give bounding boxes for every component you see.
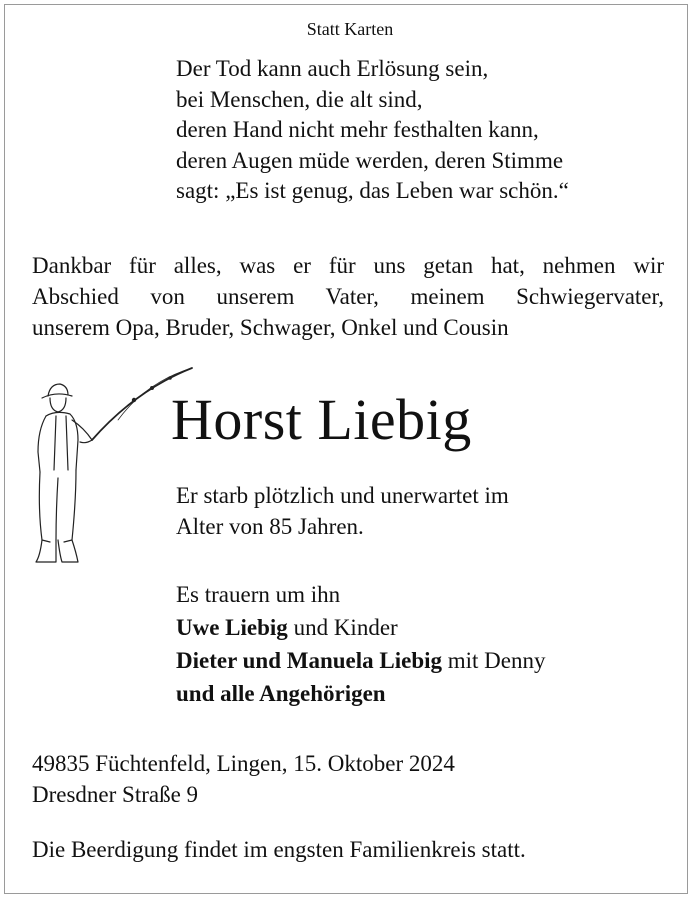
mourner-rest: und Kinder — [287, 615, 398, 640]
intro-line: Dankbar für alles, was er für uns getan hat, nehmen wir — [32, 253, 664, 278]
poem-line: bei Menschen, die alt sind, — [176, 86, 423, 112]
place-and-address — [32, 748, 455, 810]
place-date: 49835 Füchtenfeld, Lingen, 15. Oktober 2024 — [32, 751, 455, 776]
death-notice — [176, 480, 509, 542]
mourners — [176, 578, 546, 710]
poem-line: Der Tod kann auch Erlösung sein, — [176, 56, 489, 81]
mourner-name: Uwe Liebig — [176, 615, 288, 640]
poem-line: deren Hand nicht mehr festhalten kann, — [176, 117, 539, 142]
notice-header: Statt Karten — [306, 19, 394, 39]
death-notice-line: Alter von 85 Jahren. — [176, 514, 364, 539]
funeral-notice: Die Beerdigung findet im engsten Familienkreis statt. — [32, 837, 526, 862]
death-notice-line: Er starb plötzlich und unerwartet im — [176, 483, 509, 508]
poem — [176, 54, 569, 207]
deceased-name: Horst Liebig — [171, 387, 472, 452]
intro-text — [32, 250, 664, 343]
poem-line: deren Augen müde werden, deren Stimme — [176, 147, 564, 173]
mourner-rest: mit Denny — [442, 648, 546, 673]
intro-line: Abschied von unserem Vater, meinem Schwiegervater, — [32, 284, 664, 309]
mourner-line — [176, 611, 546, 644]
poem-line: sagt: „Es ist genug, das Leben war schön.“ — [176, 178, 569, 203]
address: Dresdner Straße 9 — [32, 782, 199, 807]
mourner-name: und alle Angehörigen — [176, 681, 386, 706]
mourner-name: Dieter und Manuela Liebig — [176, 648, 443, 673]
mourners-intro: Es trauern um ihn — [176, 582, 341, 607]
mourner-line — [176, 677, 546, 710]
mourner-line — [176, 644, 546, 677]
intro-line: unserem Opa, Bruder, Schwager, Onkel und Cousin — [32, 315, 509, 340]
